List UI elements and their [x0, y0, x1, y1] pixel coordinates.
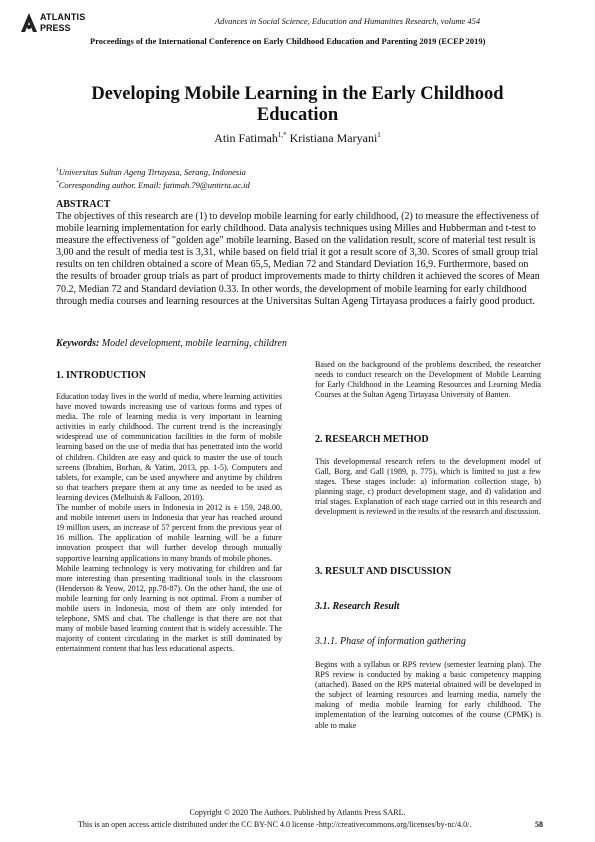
paragraph: The number of mobile users in Indonesia in 2012 is ± 159, 248.00, and mobile internet users in Indonesia that year has reached around 19 million users, an increase of 57 percent from the previous year of 16 million. The application of mobile learning will be a future innovation prospect that will further develop through mutually supportive learning applications in many brands of mobile phones.: [56, 503, 282, 563]
page-number: 58: [535, 820, 543, 829]
publisher-name-line1: ATLANTIS: [40, 12, 86, 22]
paragraph: This developmental research refers to the development model of Gall, Borg, and Gall (1989, p. 775), which is limited to just a few stages. These stages include: a) information collection stage, b) planning stage, c) product development stage, and d) validation and trial stages. Explanation of each stage carried out in this research and development is reviewed in the results of the research and discussion.: [315, 457, 541, 517]
affiliation-1: Universitas Sultan Ageng Tirtayasa, Serang, Indonesia: [58, 166, 246, 177]
subsection-heading: 3.1. Research Result: [315, 601, 400, 612]
method-body: [315, 457, 541, 518]
series-header: Advances in Social Science, Education and Humanities Research, volume 454: [214, 16, 481, 26]
author-2-sup: 1: [377, 131, 381, 139]
author-1: Atin Fatimah: [214, 131, 278, 145]
section-heading-introduction: 1. INTRODUCTION: [56, 370, 147, 381]
introduction-body: [56, 392, 282, 654]
paper-title: Developing Mobile Learning in the Early Childhood Education: [91, 84, 504, 125]
section-heading-results: 3. RESULT AND DISCUSSION: [315, 566, 452, 577]
subsubsection-heading: 3.1.1. Phase of information gathering: [315, 636, 466, 647]
author-list: [0, 131, 595, 146]
proceedings-header: Proceedings of the International Conference on Early Childhood Education and Parenting 2019 (ECEP 2019): [90, 36, 486, 46]
abstract-heading: ABSTRACT: [56, 199, 111, 210]
keywords-label: Keywords:: [56, 338, 100, 349]
copyright-notice: Copyright © 2020 The Authors. Published by Atlantis Press SARL.: [189, 808, 406, 817]
introduction-continued: [315, 360, 541, 400]
abstract-text: The objectives of this research are (1) to develop mobile learning for early childhood, (2) to measure the effectiveness of mobile learning implementation for early childhood. Data analysis techniques using Milles and Hubberman and t-test to measure the effectiveness of "golden age" mobile learning. Based on the validation result, score of material test result is 3,00 and the result of media test is 3,31, while based on field trial it got a result score of 3,30. Scores of small group trial results on ten children obtained a score of Mean 65,5, Median 72 and Standard Deviation 16,9. Furthermore, based on the results of broader group trials as part of product improvements made to thirty children it achieved the scores of Mean 70.2, Median 72 and Standard deviation 0.33. In other words, the development of mobile learning for early childhood through media courses and learning resources at the Universitas Sultan Ageng Tirtayasa produces a fairly good product.: [56, 211, 540, 307]
affiliations: $^1$Universitas Sultan Ageng Tirtayasa, Serang, Indonesia *Corresponding author. Email: fatimah.79@untirta.ac.id: [56, 166, 250, 190]
author-2: Kristiana Maryani: [289, 131, 378, 145]
paragraph: Mobile learning technology is very motivating for children and far more interesting than presenting traditional tools in the classroom (Henderson & Yeow, 2012, pp.78-87). On the other hand, the use of mobile learning for only learning is not optimal. From a number of mobile users in Indonesia, most of them are only intended for telephone, SMS and chat. The challenge is that there are not that many of mobile based learning content that is widely accessible. The majority of content circulating in the market is still dominated by entertainment content that has less educational aspects.: [56, 563, 282, 654]
section-heading-method: 2. RESEARCH METHOD: [315, 434, 429, 445]
paragraph: Based on the background of the problems described, the researcher needs to conduct research on the Development of Mobile Learning for Early Childhood in the Learning Resources and Learning Media Courses at the Sultan Ageng Tirtayasa University of Banten.: [315, 360, 541, 400]
license-notice: This is an open access article distributed under the CC BY-NC 4.0 license -http://creativecommons.org/licenses/by-nc/4.0/.: [78, 820, 472, 829]
keywords: [56, 338, 287, 349]
keywords-text: Model development, mobile learning, children: [101, 338, 287, 349]
publisher-name-line2: PRESS: [40, 23, 71, 33]
paragraph: Begins with a syllabus or RPS review (semester learning plan). The RPS review is conducted by making a basic competency mapping (attached). Based on the RPS material obtained will be developed in the subject of learning resources and learning media, namely the making of media mobile learning for early childhood. The implementation of the learning outcomes of the course (CPMK) is able to make: [315, 660, 541, 730]
results-body: [315, 660, 541, 731]
corresponding-author: Corresponding author. Email: fatimah.79@untirta.ac.id: [58, 179, 250, 190]
paragraph: Education today lives in the world of media, where learning activities have moved towards increasing use of various forms and types of media. The role of learning media is very important in learning activities in early childhood. The current trend is the increasingly widespread use of communication facilities in the form of mobile learning based on the use of media that has penetrated into the world of children. Children are easy and quick to master the use of touch screens (Ibrahim, Borhan, & Yatim, 2013, pp. 1-5). Computers and tablets, for example, can be used anywhere and anytime by children so that teachers prepare them at any time as needed to be used as learning devices (Melhuish & Falloon, 2010).: [56, 392, 282, 502]
author-1-sup: 1,*: [277, 131, 287, 139]
